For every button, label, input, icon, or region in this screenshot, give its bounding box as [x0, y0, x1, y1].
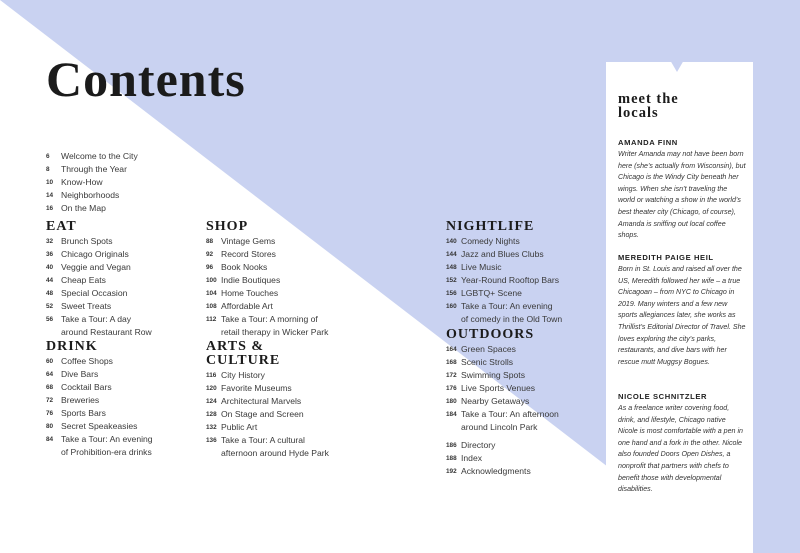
page-number: 140 — [446, 238, 457, 245]
section-heading-eat: EAT — [46, 219, 77, 234]
page-number: 80 — [46, 423, 54, 430]
page-number: 104 — [206, 290, 217, 297]
section-heading-drink: DRINK — [46, 339, 98, 354]
toc-entry-continuation — [446, 421, 559, 433]
locals-title — [618, 92, 743, 120]
toc-entry — [46, 394, 153, 407]
entry-title: City History — [221, 370, 265, 380]
page-number: 112 — [206, 316, 217, 323]
toc-entry — [46, 420, 153, 433]
page-number: 136 — [206, 437, 217, 444]
entry-title: Dive Bars — [61, 369, 99, 379]
entry-title: Take a Tour: A cultural — [221, 435, 305, 445]
section-eat — [46, 220, 152, 338]
page-number: 188 — [446, 455, 457, 462]
page-number: 120 — [206, 385, 217, 392]
entry-title: of comedy in the Old Town — [461, 314, 563, 324]
toc-entry — [46, 368, 153, 381]
local-name: AMANDA FINN — [618, 138, 678, 147]
page-number: 96 — [206, 264, 214, 271]
section-drink — [46, 340, 153, 458]
toc-entry — [446, 452, 531, 465]
page-number: 60 — [46, 358, 54, 365]
toc-entry — [446, 235, 562, 248]
page-number: 64 — [46, 371, 54, 378]
entry-title: Take a Tour: An evening — [461, 301, 553, 311]
toc-entry — [206, 313, 328, 326]
entry-title: Take a Tour: A day — [61, 314, 132, 324]
local-profile — [618, 252, 746, 368]
page-number: 156 — [446, 290, 457, 297]
entry-title: Live Music — [461, 262, 502, 272]
toc-entry — [206, 421, 329, 434]
entry-title: Nearby Getaways — [461, 396, 530, 406]
entry-title: On Stage and Screen — [221, 409, 304, 419]
page-number: 32 — [46, 238, 54, 245]
entry-title: Veggie and Vegan — [61, 262, 131, 272]
entry-title: Take a Tour: An evening — [61, 434, 153, 444]
toc-entry — [206, 395, 329, 408]
toc-entry-continuation — [206, 326, 328, 338]
entry-title: Favorite Museums — [221, 383, 292, 393]
toc-entry — [46, 274, 152, 287]
entry-title: Index — [461, 453, 483, 463]
toc-entry — [206, 287, 328, 300]
entry-title: Live Sports Venues — [461, 383, 536, 393]
page-number: 14 — [46, 192, 54, 199]
section-items-eat — [46, 235, 152, 338]
toc-entry — [46, 313, 152, 326]
entry-title: Cheap Eats — [61, 275, 106, 285]
local-bio: As a freelance writer covering food, drink, and lifestyle, Chicago native Nicole is most comfortable with a pen in one hand and a fork in the other. Nicole also founded Doors Open Dishes, a nonprofit that partners with chefs to benefit those with developmental disabilities. — [618, 404, 743, 494]
toc-entry — [46, 407, 153, 420]
toc-entry-continuation — [446, 313, 562, 325]
toc-entry — [446, 343, 559, 356]
page-number: 132 — [206, 424, 217, 431]
entry-title: Year-Round Rooftop Bars — [461, 275, 560, 285]
page-number: 168 — [446, 359, 457, 366]
toc-entry — [446, 248, 562, 261]
entry-title: Acknowledgments — [461, 466, 531, 476]
entry-title: of Prohibition-era drinks — [61, 447, 152, 457]
toc-entry — [446, 356, 559, 369]
page-title: Contents — [46, 51, 246, 107]
entry-title: around Lincoln Park — [461, 422, 538, 432]
page-number: 128 — [206, 411, 217, 418]
toc-entry — [206, 261, 328, 274]
toc-entry — [206, 382, 329, 395]
page-number: 10 — [46, 179, 54, 186]
toc-entry — [206, 235, 328, 248]
toc-entry — [46, 355, 153, 368]
toc-entry — [446, 261, 562, 274]
entry-title: Through the Year — [61, 164, 127, 174]
entry-title: Breweries — [61, 395, 100, 405]
toc-entry — [206, 274, 328, 287]
entry-title: Secret Speakeasies — [61, 421, 138, 431]
page-number: 84 — [46, 436, 54, 443]
section-items-drink — [46, 355, 153, 458]
entry-title: Welcome to the City — [61, 151, 138, 161]
page-number: 40 — [46, 264, 54, 271]
local-name: NICOLE SCHNITZLER — [618, 392, 708, 401]
section-items-outdoors — [446, 343, 559, 433]
toc-entry — [206, 300, 328, 313]
entry-title: Sports Bars — [61, 408, 106, 418]
toc-entry — [446, 274, 562, 287]
entry-title: Green Spaces — [461, 344, 516, 354]
entry-title: Swimming Spots — [461, 370, 525, 380]
entry-title: Brunch Spots — [61, 236, 113, 246]
toc-entry — [46, 381, 153, 394]
back-matter-list — [446, 439, 531, 478]
toc-entry-continuation — [206, 447, 329, 459]
entry-title: Special Occasion — [61, 288, 128, 298]
page-number: 8 — [46, 166, 50, 173]
section-heading-arts-line2: CULTURE — [206, 353, 281, 368]
page-number: 16 — [46, 205, 54, 212]
section-arts-culture — [206, 340, 329, 459]
page-number: 192 — [446, 468, 457, 475]
page-number: 116 — [206, 372, 217, 379]
page-number: 68 — [46, 384, 54, 391]
page-number: 52 — [46, 303, 54, 310]
entry-title: Take a Tour: A morning of — [221, 314, 318, 324]
page-number: 6 — [46, 153, 50, 160]
entry-title: Directory — [461, 440, 496, 450]
page-number: 108 — [206, 303, 217, 310]
toc-entry — [446, 395, 559, 408]
page-number: 100 — [206, 277, 217, 284]
toc-entry — [46, 433, 153, 446]
intro-list — [46, 150, 138, 215]
page-number: 160 — [446, 303, 457, 310]
toc-entry — [46, 163, 138, 176]
toc-entry — [206, 408, 329, 421]
toc-entry — [46, 189, 138, 202]
local-bio: Born in St. Louis and raised all over the US, Meredith followed her wife – a true Chicagoan – from NYC to Chicago in 2019. Many winters and a few new sports allegiances later, she works as Thrillist’s Editorial Director of Travel. She loves exploring the city’s parks, restaurants, and dive bars with her rescue mutt Muggsy Bogues. — [618, 265, 746, 366]
entry-title: Public Art — [221, 422, 258, 432]
toc-entry — [446, 382, 559, 395]
entry-title: Vintage Gems — [221, 236, 276, 246]
local-bio: Writer Amanda may not have been born here (she’s actually from Wisconsin), but Chicago is the Windy City beneath her wings. When she isn’t traveling the world or watching a show in the world’s best theater city (Chicago, of course), Amanda is sniffing out local coffee shops. — [618, 150, 746, 240]
page-number: 56 — [46, 316, 54, 323]
toc-entry — [46, 300, 152, 313]
local-profile — [618, 137, 746, 242]
toc-entry — [46, 150, 138, 163]
entry-title: On the Map — [61, 203, 106, 213]
toc-entry — [206, 369, 329, 382]
local-profile — [618, 391, 746, 496]
page-number: 36 — [46, 251, 54, 258]
section-heading-shop: SHOP — [206, 219, 249, 234]
toc-entry-continuation — [46, 446, 153, 458]
entry-title: Book Nooks — [221, 262, 268, 272]
toc-entry — [46, 287, 152, 300]
toc-entry-continuation — [46, 326, 152, 338]
entry-title: Know-How — [61, 177, 103, 187]
section-shop — [206, 220, 328, 338]
page-number: 164 — [446, 346, 457, 353]
page-number: 184 — [446, 411, 457, 418]
locals-title-line2: locals — [618, 105, 659, 121]
entry-title: Jazz and Blues Clubs — [461, 249, 544, 259]
page-number: 176 — [446, 385, 457, 392]
page-number: 180 — [446, 398, 457, 405]
locals-title-line1: meet the — [618, 91, 679, 107]
page-number: 92 — [206, 251, 214, 258]
entry-title: Coffee Shops — [61, 356, 113, 366]
page-number: 76 — [46, 410, 54, 417]
entry-title: Cocktail Bars — [61, 382, 112, 392]
entry-title: Take a Tour: An afternoon — [461, 409, 559, 419]
toc-entry — [46, 235, 152, 248]
page-number: 48 — [46, 290, 54, 297]
entry-title: Chicago Originals — [61, 249, 129, 259]
section-outdoors — [446, 328, 559, 433]
toc-entry — [446, 287, 562, 300]
toc-entry — [46, 248, 152, 261]
toc-entry — [446, 408, 559, 421]
section-items-arts — [206, 369, 329, 459]
panel-notch — [670, 60, 684, 72]
section-heading-outdoors: OUTDOORS — [446, 327, 535, 342]
entry-title: Comedy Nights — [461, 236, 520, 246]
page-number: 144 — [446, 251, 457, 258]
entry-title: Indie Boutiques — [221, 275, 281, 285]
page-number: 72 — [46, 397, 54, 404]
page-number: 148 — [446, 264, 457, 271]
toc-entry — [46, 261, 152, 274]
page-number: 44 — [46, 277, 54, 284]
local-name: MEREDITH PAIGE HEIL — [618, 253, 714, 262]
toc-entry — [206, 248, 328, 261]
toc-entry — [446, 465, 531, 478]
toc-entry — [446, 369, 559, 382]
page-number: 172 — [446, 372, 457, 379]
toc-entry — [46, 176, 138, 189]
toc-entry — [446, 439, 531, 452]
section-heading-nightlife: NIGHTLIFE — [446, 219, 535, 234]
entry-title: retail therapy in Wicker Park — [221, 327, 329, 337]
entry-title: Affordable Art — [221, 301, 273, 311]
section-items-shop — [206, 235, 328, 338]
entry-title: LGBTQ+ Scene — [461, 288, 522, 298]
page-number: 88 — [206, 238, 214, 245]
entry-title: around Restaurant Row — [61, 327, 152, 337]
entry-title: Home Touches — [221, 288, 279, 298]
entry-title: afternoon around Hyde Park — [221, 448, 329, 458]
entry-title: Scenic Strolls — [461, 357, 514, 367]
toc-entry — [206, 434, 329, 447]
section-nightlife — [446, 220, 562, 325]
toc-entry — [446, 300, 562, 313]
toc-entry — [46, 202, 138, 215]
page-number: 186 — [446, 442, 457, 449]
entry-title: Sweet Treats — [61, 301, 112, 311]
entry-title: Architectural Marvels — [221, 396, 302, 406]
page-number: 124 — [206, 398, 217, 405]
page-number: 152 — [446, 277, 457, 284]
section-heading-arts-line1: ARTS & — [206, 339, 265, 354]
entry-title: Record Stores — [221, 249, 276, 259]
section-items-nightlife — [446, 235, 562, 325]
entry-title: Neighborhoods — [61, 190, 120, 200]
